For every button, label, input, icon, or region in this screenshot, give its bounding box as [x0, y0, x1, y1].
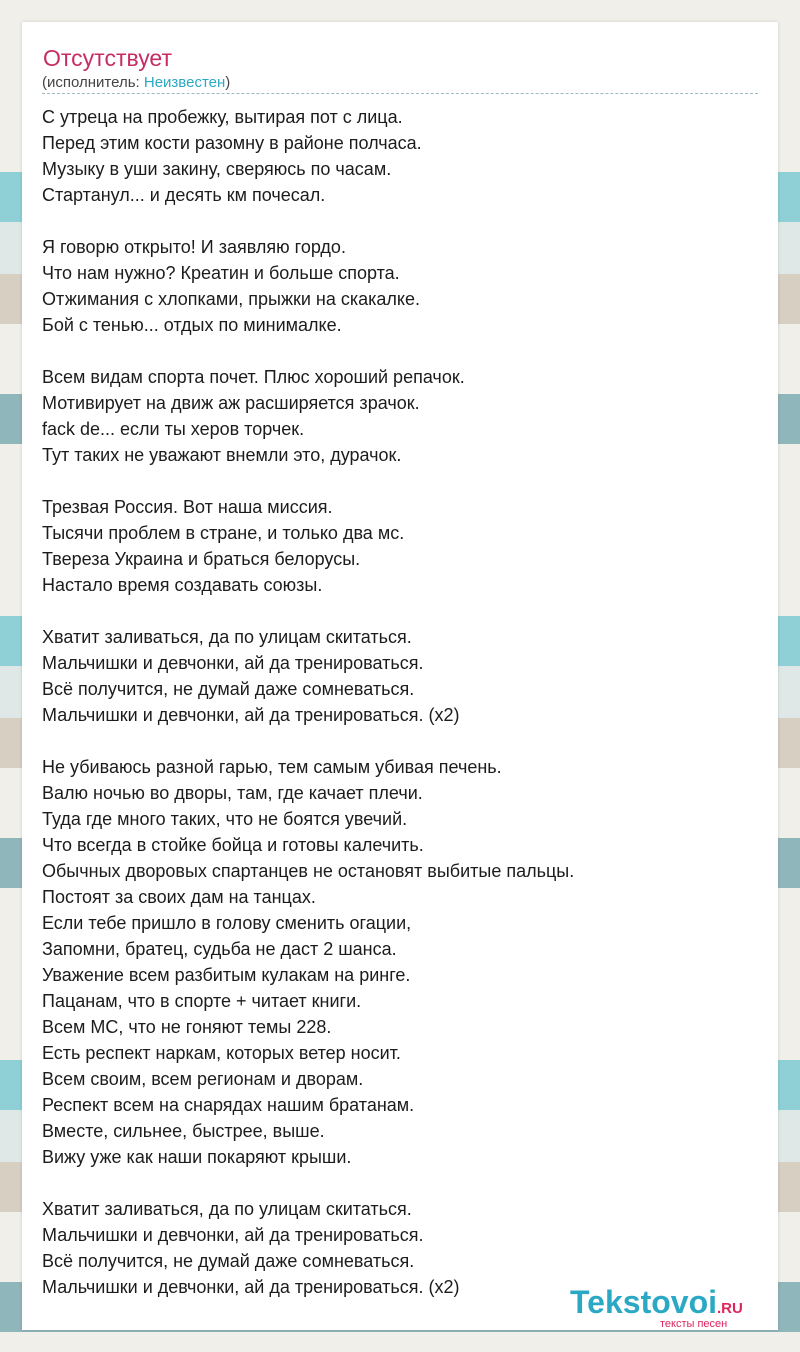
lyric-line: Стартанул... и десять км почесал.: [42, 185, 326, 205]
lyric-line: fack de... если ты херов торчек.: [42, 419, 305, 439]
lyric-line: Хватит заливаться, да по улицам скитаться.: [42, 1199, 412, 1219]
stanza-gap: [42, 208, 762, 234]
stanza-gap: [42, 468, 762, 494]
lyric-line: Всё получится, не думай даже сомневаться.: [42, 1251, 415, 1271]
logo-brand: Tekstovoi: [570, 1284, 717, 1320]
lyric-line: Туда где много таких, что не боятся увечий.: [42, 809, 408, 829]
lyric-line: Постоят за своих дам на танцах.: [42, 887, 316, 907]
lyric-line: Перед этим кости разомну в районе полчаса.: [42, 133, 422, 153]
lyric-line: Вижу уже как наши покаряют крыши.: [42, 1147, 352, 1167]
lyric-line: Музыку в уши закину, сверяюсь по часам.: [42, 159, 392, 179]
logo-tagline: тексты песен: [660, 1318, 728, 1330]
lyric-line: Уважение всем разбитым кулакам на ринге.: [42, 965, 411, 985]
lyric-line: Мальчишки и девчонки, ай да тренироваться. (x2): [42, 705, 460, 725]
lyric-line: Что всегда в стойке бойца и готовы калечить.: [42, 835, 424, 855]
lyric-line: Бой с тенью... отдых по минималке.: [42, 315, 342, 335]
lyric-line: Твереза Украина и браться белорусы.: [42, 549, 361, 569]
lyric-line: Хватит заливаться, да по улицам скитаться.: [42, 627, 412, 647]
site-logo[interactable]: [570, 1284, 743, 1330]
song-title: Отсутствует: [43, 45, 172, 71]
lyric-line: Пацанам, что в спорте + читает книги.: [42, 991, 362, 1011]
lyric-line: Всё получится, не думай даже сомневаться.: [42, 679, 415, 699]
lyric-line: Мальчишки и девчонки, ай да тренироваться.: [42, 653, 424, 673]
lyric-line: Запомни, братец, судьба не даст 2 шанса.: [42, 939, 397, 959]
lyric-line: Всем видам спорта почет. Плюс хороший репачок.: [42, 367, 465, 387]
stanza-gap: [42, 598, 762, 624]
lyric-line: Трезвая Россия. Вот наша миссия.: [42, 497, 333, 517]
lyric-line: Вместе, сильнее, быстрее, выше.: [42, 1121, 325, 1141]
performer-suffix: ): [225, 74, 231, 91]
lyric-line: Есть респект наркам, которых ветер носит.: [42, 1043, 401, 1063]
performer-link[interactable]: Неизвестен: [143, 74, 226, 91]
lyrics-card: [22, 22, 778, 1330]
lyric-line: Мальчишки и девчонки, ай да тренироваться.: [42, 1225, 424, 1245]
lyric-line: Респект всем на снарядах нашим братанам.: [42, 1095, 415, 1115]
lyric-line: Всем МС, что не гоняют темы 228.: [42, 1017, 332, 1037]
lyric-line: Валю ночью во дворы, там, где качает плечи.: [42, 783, 423, 803]
lyric-line: Мотивирует на движ аж расширяется зрачок.: [42, 393, 420, 413]
lyric-line: Отжимания с хлопками, прыжки на скакалке.: [42, 289, 421, 309]
lyric-line: Мальчишки и девчонки, ай да тренироваться. (x2): [42, 1277, 460, 1297]
lyric-line: Если тебе пришло в голову сменить огации,: [42, 913, 412, 933]
stanza-gap: [42, 1170, 762, 1196]
logo-tld: .RU: [717, 1300, 743, 1317]
lyrics-text: [42, 104, 762, 1300]
lyric-line: Обычных дворовых спартанцев не остановят выбитые пальцы.: [42, 861, 575, 881]
lyric-line: Тут таких не уважают внемли это, дурачок.: [42, 445, 402, 465]
lyric-line: Что нам нужно? Креатин и больше спорта.: [42, 263, 400, 283]
stanza-gap: [42, 338, 762, 364]
performer-prefix: (исполнитель:: [42, 74, 144, 91]
lyric-line: Всем своим, всем регионам и дворам.: [42, 1069, 364, 1089]
stanza-gap: [42, 728, 762, 754]
header-divider: [42, 93, 758, 94]
lyric-line: Я говорю открыто! И заявляю гордо.: [42, 237, 346, 257]
performer-line: [42, 73, 230, 93]
lyric-line: Тысячи проблем в стране, и только два мс.: [42, 523, 405, 543]
lyric-line: Настало время создавать союзы.: [42, 575, 323, 595]
lyric-line: С утреца на пробежку, вытирая пот с лица.: [42, 107, 403, 127]
lyric-line: Не убиваюсь разной гарью, тем самым убивая печень.: [42, 757, 502, 777]
